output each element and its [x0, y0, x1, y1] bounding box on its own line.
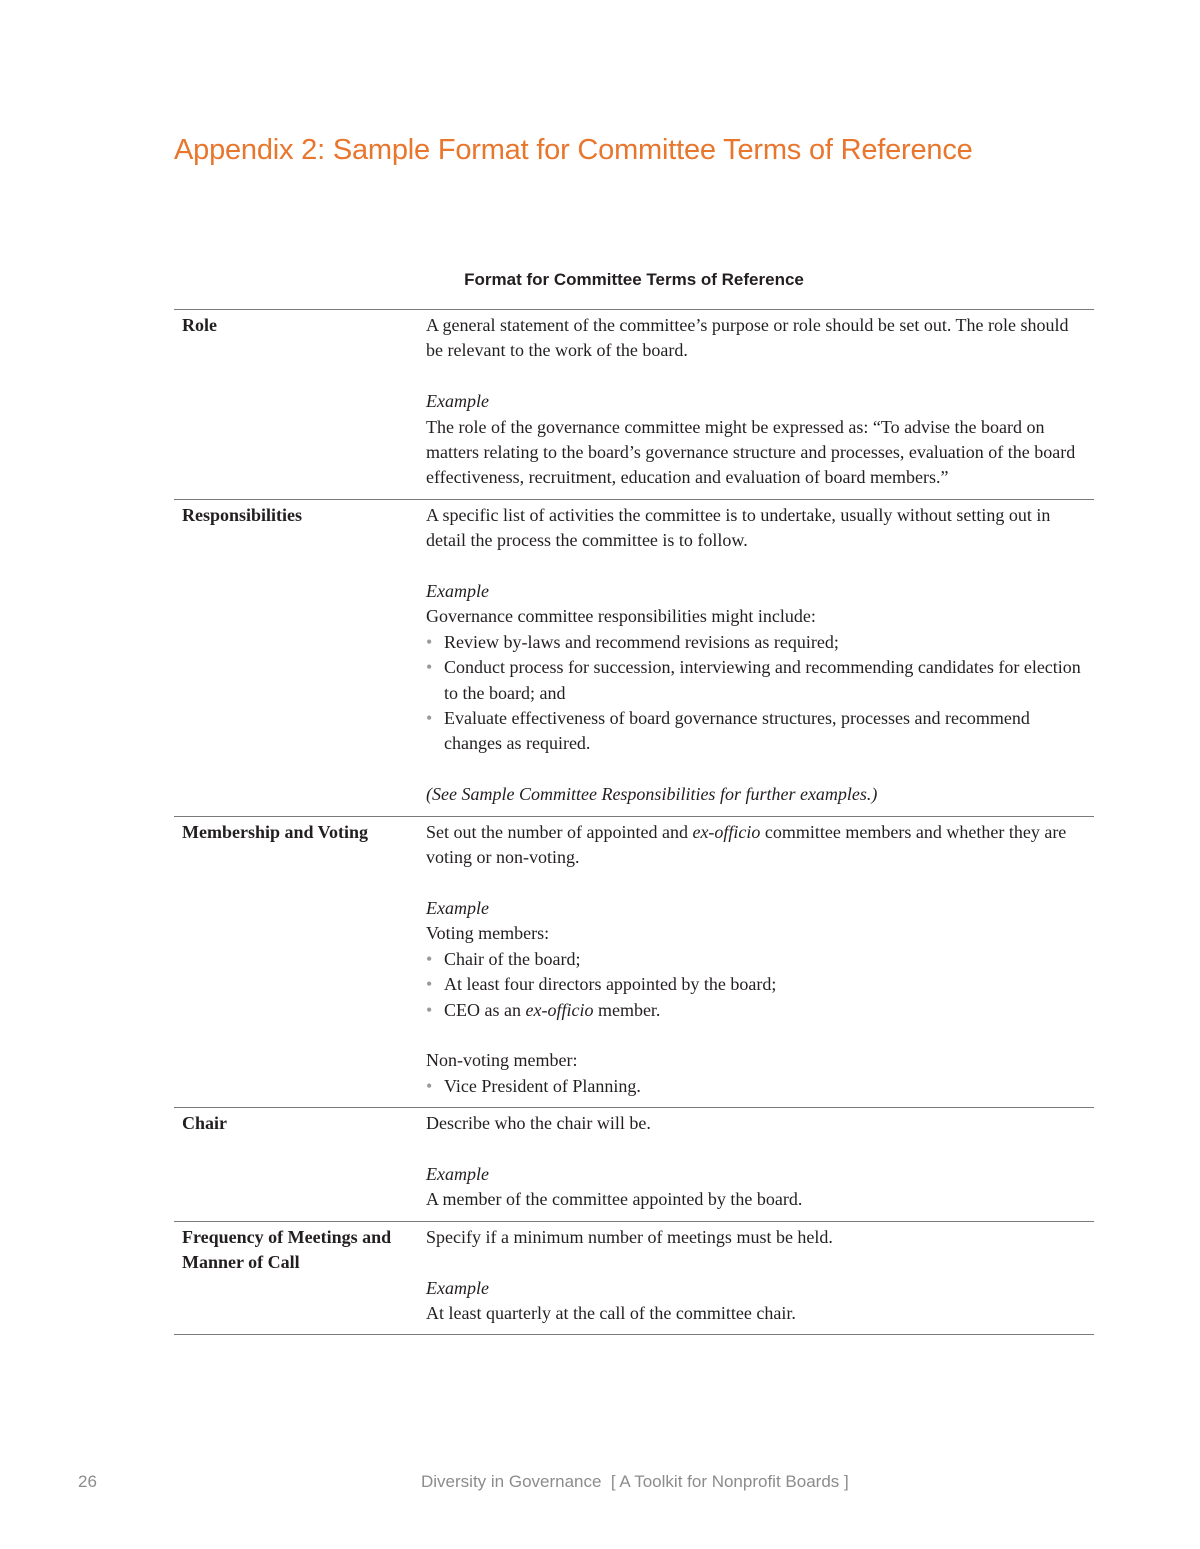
list-item: • At least four directors appointed by the board; [426, 972, 1086, 997]
bullet-icon: • [426, 657, 433, 678]
bullet-icon: • [426, 708, 433, 729]
table-row-chair [174, 1108, 1094, 1222]
row-description: Set out the number of appointed and ex-officio committee members and whether they are voting or non-voting. [426, 821, 1067, 868]
row-content [419, 499, 1094, 816]
bullet-icon: • [426, 1075, 433, 1096]
table-title: Format for Committee Terms of Reference [464, 270, 804, 289]
example-intro: Governance committee responsibilities might include: [426, 606, 816, 627]
list-item: • Chair of the board; [426, 947, 1086, 972]
nonvoting-member-label: Non-voting member: [426, 1050, 578, 1071]
bullet-icon: • [426, 974, 433, 995]
example-label: Example [426, 897, 489, 918]
row-note: (See Sample Committee Responsibilities for further examples.) [426, 784, 878, 805]
list-item: • Vice President of Planning. [426, 1074, 1086, 1099]
row-label: Role [182, 315, 217, 335]
row-content [419, 310, 1094, 500]
list-item: • CEO as an ex-officio member. [426, 998, 1086, 1023]
bullet-icon: • [426, 631, 433, 652]
example-text: The role of the governance committee might be expressed as: “To advise the board on matters relating to the board’s governance structure and processes, evaluation of the board effectiveness, recruitment, education and evaluation of board members.” [426, 416, 1076, 488]
row-label: Membership and Voting [182, 821, 369, 842]
row-description: A general statement of the committee’s purpose or role should be set out. The role should be relevant to the work of the board. [426, 315, 1069, 361]
table-row-role [174, 310, 1094, 500]
example-label: Example [426, 1277, 489, 1298]
example-label: Example [426, 391, 489, 412]
page-number: 26 [78, 1472, 97, 1491]
example-text: A member of the committee appointed by the board. [426, 1189, 803, 1210]
voting-members-list [426, 947, 1086, 1023]
row-description: A specific list of activities the committee is to undertake, usually without setting out in detail the process the committee is to follow. [426, 504, 1051, 551]
bullet-icon: • [426, 948, 433, 969]
list-item: • Review by-laws and recommend revisions as required; [426, 630, 1086, 655]
table-row-membership [174, 816, 1094, 1107]
voting-members-label: Voting members: [426, 923, 550, 944]
row-label: Responsibilities [182, 504, 303, 525]
row-label: Frequency of Meetings and Manner of Call [182, 1226, 392, 1273]
example-text: At least quarterly at the call of the committee chair. [426, 1302, 796, 1323]
footer-title: Diversity in Governance [ A Toolkit for Nonprofit Boards ] [421, 1472, 849, 1491]
row-description: Describe who the chair will be. [426, 1113, 651, 1134]
bullet-icon: • [426, 999, 433, 1020]
row-content [419, 1221, 1094, 1335]
nonvoting-members-list [426, 1074, 1086, 1099]
table-row-responsibilities [174, 499, 1094, 816]
bullet-list [426, 630, 1086, 757]
row-description: Specify if a minimum number of meetings must be held. [426, 1226, 833, 1247]
example-label: Example [426, 581, 489, 602]
table-row-frequency [174, 1221, 1094, 1335]
terms-of-reference-table [174, 309, 1094, 1335]
row-label: Chair [182, 1113, 227, 1134]
list-item: • Conduct process for succession, interviewing and recommending candidates for election to the board; and [426, 657, 1081, 703]
page-title: Appendix 2: Sample Format for Committee Terms of Reference [174, 134, 973, 166]
row-content [419, 1108, 1094, 1222]
row-content [419, 816, 1094, 1107]
example-label: Example [426, 1163, 489, 1184]
list-item: • Evaluate effectiveness of board governance structures, processes and recommend changes as required. [426, 708, 1030, 754]
